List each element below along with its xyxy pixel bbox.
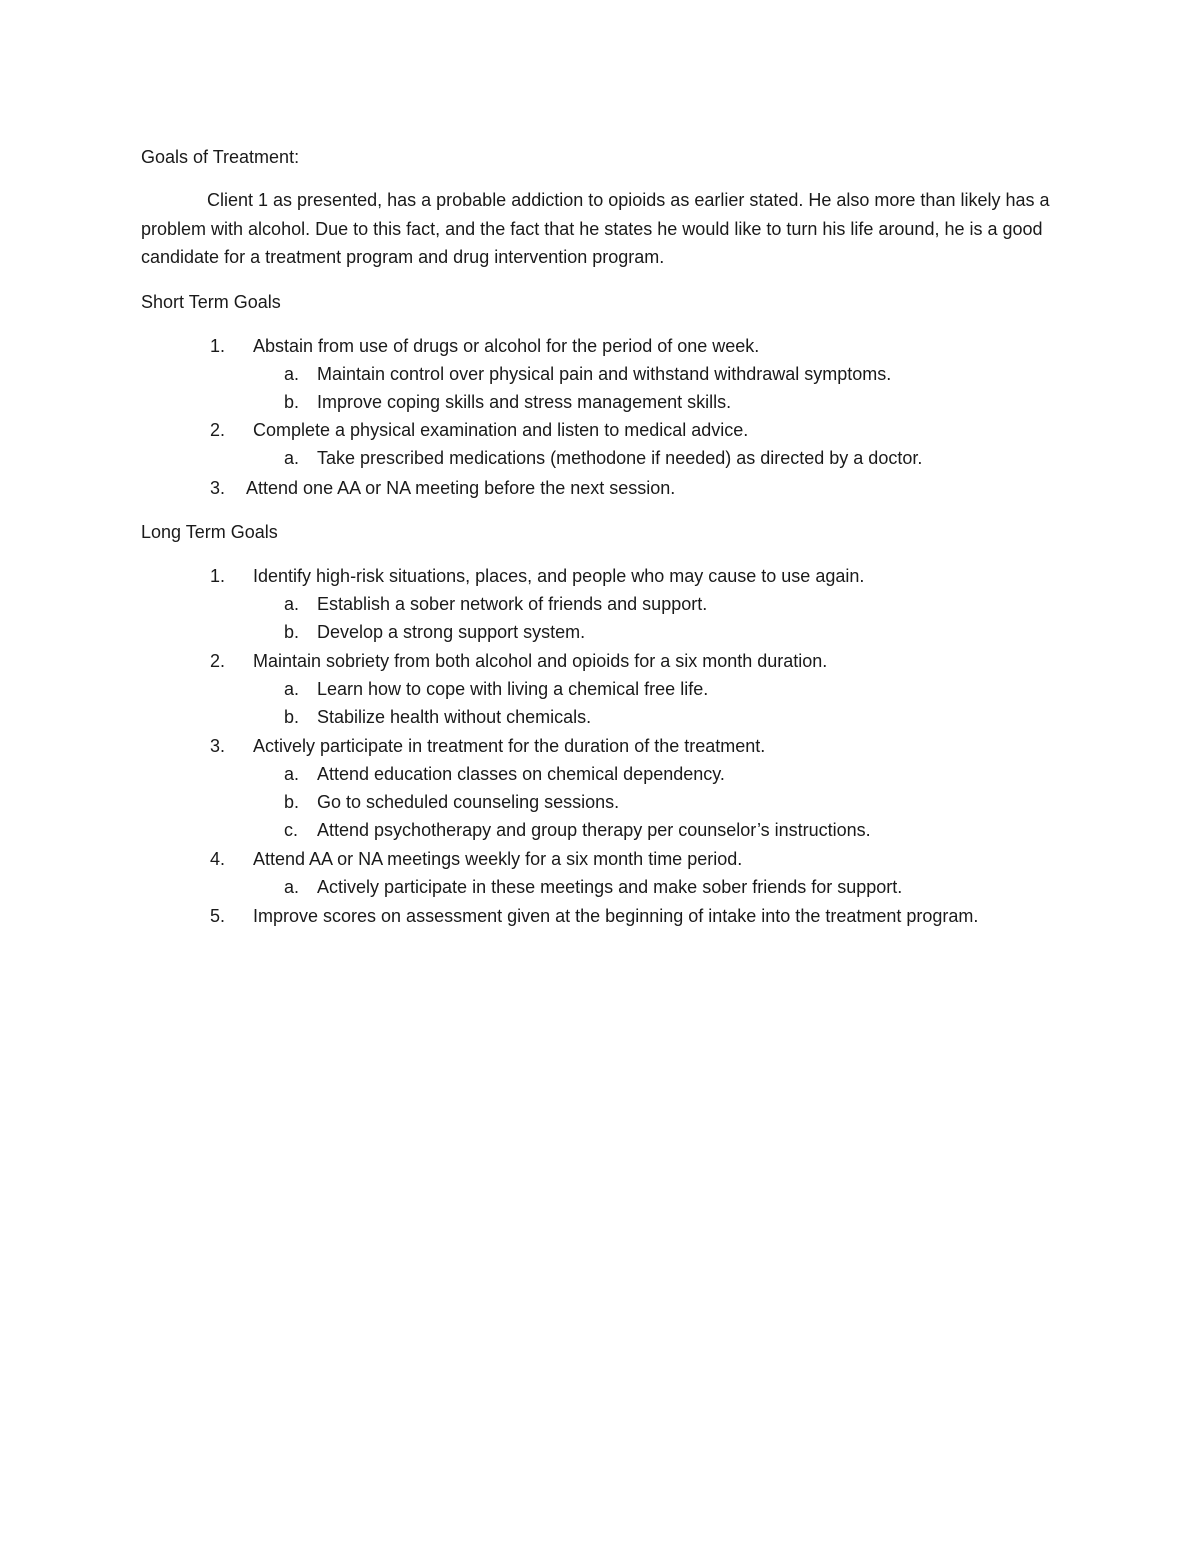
list-item-text: Attend education classes on chemical dependency. (317, 764, 725, 784)
list-marker: b. (284, 622, 300, 642)
long-term-heading: Long Term Goals (141, 522, 278, 542)
list-item-text: Maintain control over physical pain and withstand withdrawal symptoms. (317, 364, 892, 384)
list-marker: 3. (210, 736, 226, 756)
list-item-text: Improve coping skills and stress management skills. (317, 392, 732, 412)
list-item-text: Actively participate in treatment for the duration of the treatment. (253, 736, 766, 756)
list-item-text: Actively participate in these meetings and make sober friends for support. (317, 877, 903, 897)
intro-paragraph (141, 186, 1071, 272)
short-term-heading: Short Term Goals (141, 292, 281, 312)
list-marker: a. (284, 877, 300, 897)
list-item-text: Complete a physical examination and listen to medical advice. (253, 420, 749, 440)
list-marker: a. (284, 764, 300, 784)
list-marker: a. (284, 594, 300, 614)
list-item-text: Develop a strong support system. (317, 622, 586, 642)
list-marker: 1. (210, 566, 226, 586)
list-marker: b. (284, 392, 300, 412)
list-item-text: Learn how to cope with living a chemical free life. (317, 679, 709, 699)
list-marker: 1. (210, 336, 226, 356)
list-marker: 2. (210, 651, 226, 671)
list-item-text: Maintain sobriety from both alcohol and opioids for a six month duration. (253, 651, 828, 671)
list-item-text: Abstain from use of drugs or alcohol for the period of one week. (253, 336, 760, 356)
list-marker: a. (284, 448, 300, 468)
page-title: Goals of Treatment: (141, 147, 300, 167)
list-marker: 2. (210, 420, 226, 440)
list-marker: b. (284, 707, 300, 727)
list-item-text: Attend AA or NA meetings weekly for a six month time period. (253, 849, 743, 869)
list-item-text: Take prescribed medications (methodone if needed) as directed by a doctor. (317, 448, 923, 468)
list-marker: 4. (210, 849, 226, 869)
list-item-text: Identify high-risk situations, places, and people who may cause to use again. (253, 566, 865, 586)
list-item-text: Attend psychotherapy and group therapy per counselor’s instructions. (317, 820, 871, 840)
list-item-text: Establish a sober network of friends and support. (317, 594, 708, 614)
list-item-text: Improve scores on assessment given at the beginning of intake into the treatment program. (253, 906, 979, 926)
list-marker: 5. (210, 906, 226, 926)
list-marker: a. (284, 679, 300, 699)
list-item-text: Go to scheduled counseling sessions. (317, 792, 620, 812)
intro-text: Client 1 as presented, has a probable addiction to opioids as earlier stated. He also more than likely has a problem with alcohol. Due to this fact, and the fact that he states he would like to turn his life around, he is a good candidate for a treatment program and drug intervention program. (141, 190, 1050, 267)
list-marker: c. (284, 820, 299, 840)
list-item-text: Stabilize health without chemicals. (317, 707, 592, 727)
list-item-text: Attend one AA or NA meeting before the next session. (246, 478, 676, 498)
list-marker: a. (284, 364, 300, 384)
list-marker: 3. (210, 478, 226, 498)
list-marker: b. (284, 792, 300, 812)
